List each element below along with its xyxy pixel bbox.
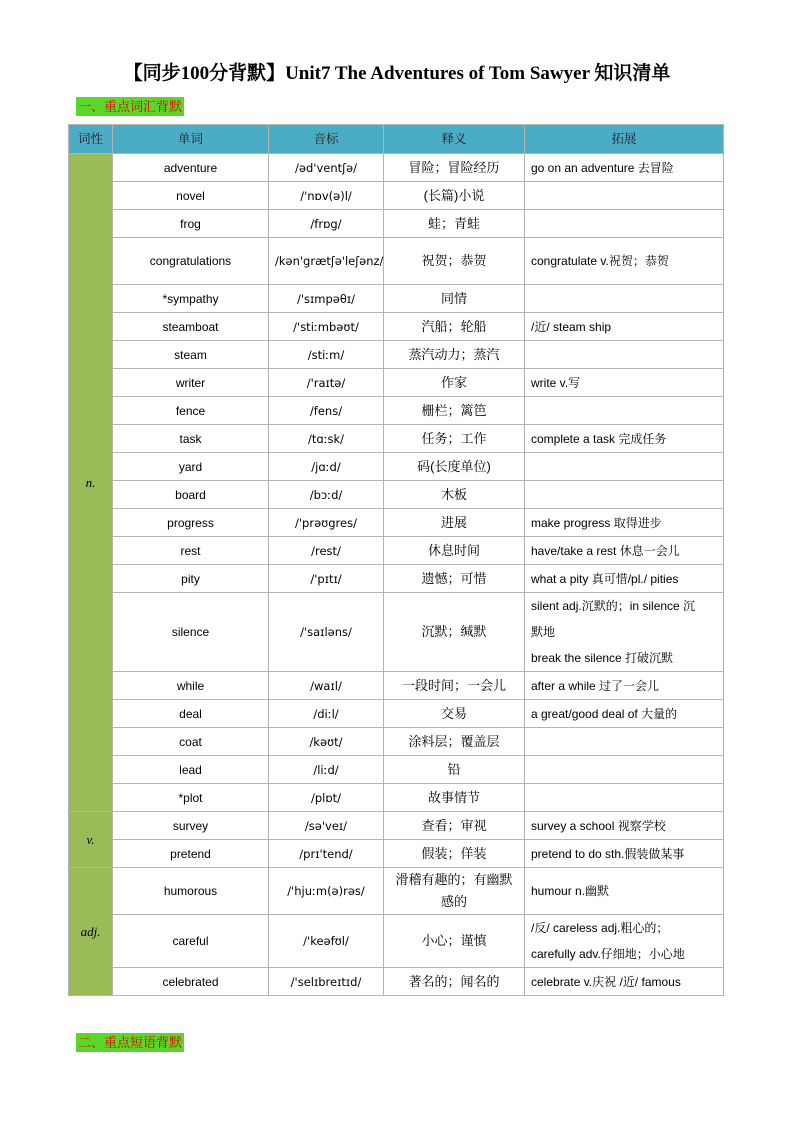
ipa-cell: /'keəfʊl/ [269,915,384,968]
word-cell: steamboat [113,313,269,341]
word-cell: fence [113,397,269,425]
extension-line: what a pity 真可惜/pl./ pities [531,571,679,586]
table-row [69,756,724,784]
table-row [69,182,724,210]
extension-cell [525,756,724,784]
ipa-cell: /kəʊt/ [269,728,384,756]
extension-line: a great/good deal of 大量的 [531,706,678,721]
extension-cell [525,700,724,728]
meaning-cell: 进展 [384,509,525,537]
extension-line: carefully adv.仔细地；小心地 [531,947,685,961]
word-cell: progress [113,509,269,537]
meaning-cell: 蛙；青蛙 [384,210,525,238]
meaning-cell: 汽船；轮船 [384,313,525,341]
word-cell: careful [113,915,269,968]
ipa-cell: /'saɪləns/ [269,593,384,672]
table-row [69,868,724,915]
ipa-cell: /'hjuːm(ə)rəs/ [269,868,384,915]
ipa-cell: /fens/ [269,397,384,425]
meaning-cell: 沉默；缄默 [384,593,525,672]
extension-line: after a while 过了一会儿 [531,678,660,693]
word-cell: pretend [113,840,269,868]
extension-cell [525,784,724,812]
word-cell: novel [113,182,269,210]
word-cell: coat [113,728,269,756]
ipa-cell: /tɑːsk/ [269,425,384,453]
extension-line: /反/ careless adj.粗心的； [531,921,669,935]
extension-cell [525,672,724,700]
extension-cell [525,425,724,453]
extension-cell [525,509,724,537]
extension-cell [525,728,724,756]
section-heading-phrases: 二、重点短语背默 [78,1035,183,1050]
meaning-cell: 涂料层；覆盖层 [384,728,525,756]
header-extension: 拓展 [525,125,724,154]
pos-cell: n. [69,154,113,812]
table-row [69,397,724,425]
extension-cell [525,481,724,509]
meaning-cell: 冒险；冒险经历 [384,154,525,182]
table-body [69,154,724,996]
table-row [69,840,724,868]
table-row [69,453,724,481]
ipa-cell: /'raɪtə/ [269,369,384,397]
ipa-cell: /'nɒv(ə)l/ [269,182,384,210]
extension-cell [525,210,724,238]
word-cell: silence [113,593,269,672]
word-cell: humorous [113,868,269,915]
meaning-cell: 假装；佯装 [384,840,525,868]
table-row [69,369,724,397]
table-row [69,812,724,840]
word-cell: congratulations [113,238,269,285]
word-cell: writer [113,369,269,397]
vocabulary-table [68,124,724,996]
ipa-cell: /waɪl/ [269,672,384,700]
table-row [69,672,724,700]
extension-cell [525,182,724,210]
word-cell: deal [113,700,269,728]
table-row [69,481,724,509]
ipa-cell: /'selɪbreɪtɪd/ [269,968,384,996]
meaning-cell: 祝贺；恭贺 [384,238,525,285]
table-row [69,968,724,996]
ipa-cell: /diːl/ [269,700,384,728]
ipa-cell: /frɒg/ [269,210,384,238]
extension-line: silent adj.沉默的；in silence 沉 [531,599,696,613]
meaning-cell: 作家 [384,369,525,397]
header-meaning: 释义 [384,125,525,154]
extension-line: make progress 取得进步 [531,515,662,530]
extension-cell [525,565,724,593]
word-cell: while [113,672,269,700]
meaning-cell: 木板 [384,481,525,509]
table-row [69,784,724,812]
extension-cell [525,915,724,968]
meaning-cell: 一段时间；一会儿 [384,672,525,700]
meaning-cell: 滑稽有趣的；有幽默感的 [384,868,525,915]
table-row [69,728,724,756]
word-cell: celebrated [113,968,269,996]
document-title: 【同步100分背默】Unit7 The Adventures of Tom Sawyer 知识清单 [123,63,671,84]
meaning-cell: 码(长度单位) [384,453,525,481]
table-row [69,700,724,728]
ipa-cell: /rest/ [269,537,384,565]
ipa-cell: /liːd/ [269,756,384,784]
ipa-cell: /əd'ventʃə/ [269,154,384,182]
meaning-cell: 休息时间 [384,537,525,565]
header-pos: 词性 [69,125,113,154]
table-row [69,210,724,238]
extension-cell [525,593,724,672]
meaning-cell: 任务；工作 [384,425,525,453]
ipa-cell: /'prəʊgres/ [269,509,384,537]
extension-line: 默地 [531,625,556,639]
table-row [69,154,724,182]
ipa-cell: /'sɪmpəθɪ/ [269,285,384,313]
meaning-cell: 同情 [384,285,525,313]
meaning-cell: 著名的；闻名的 [384,968,525,996]
extension-cell [525,341,724,369]
meaning-cell: 交易 [384,700,525,728]
extension-cell [525,537,724,565]
header-ipa: 音标 [269,125,384,154]
ipa-cell: /bɔːd/ [269,481,384,509]
meaning-cell: 遗憾；可惜 [384,565,525,593]
extension-cell [525,313,724,341]
ipa-cell: /jɑːd/ [269,453,384,481]
table-row [69,537,724,565]
meaning-cell: 查看；审视 [384,812,525,840]
word-cell: *sympathy [113,285,269,313]
extension-line: celebrate v.庆祝 /近/ famous [531,974,681,989]
table-row [69,425,724,453]
extension-line: humour n.幽默 [531,884,610,898]
ipa-cell: /'pɪtɪ/ [269,565,384,593]
table-row [69,285,724,313]
meaning-cell: 蒸汽动力；蒸汽 [384,341,525,369]
extension-line: have/take a rest 休息一会儿 [531,543,680,558]
extension-cell [525,397,724,425]
word-cell: adventure [113,154,269,182]
extension-line: /近/ steam ship [531,319,612,334]
word-cell: rest [113,537,269,565]
extension-cell [525,369,724,397]
extension-line: write v.写 [531,375,581,390]
word-cell: survey [113,812,269,840]
meaning-cell: 铅 [384,756,525,784]
meaning-cell: 故事情节 [384,784,525,812]
word-cell: task [113,425,269,453]
word-cell: yard [113,453,269,481]
header-word: 单词 [113,125,269,154]
word-cell: frog [113,210,269,238]
word-cell: pity [113,565,269,593]
ipa-cell: /kən'grætʃə'leʃənz/ [269,238,384,285]
ipa-cell: /sə'veɪ/ [269,812,384,840]
section-heading-vocabulary: 一、重点词汇背默 [78,99,183,114]
word-cell: lead [113,756,269,784]
word-cell: steam [113,341,269,369]
pos-cell: v. [69,812,113,868]
extension-cell [525,840,724,868]
extension-line: go on an adventure 去冒险 [531,160,674,175]
ipa-cell: /stiːm/ [269,341,384,369]
extension-line: congratulate v.祝贺；恭贺 [531,254,669,268]
extension-cell [525,453,724,481]
extension-line: pretend to do sth.假装做某事 [531,846,685,861]
meaning-cell: (长篇)小说 [384,182,525,210]
extension-cell [525,812,724,840]
extension-cell [525,968,724,996]
table-row [69,238,724,285]
extension-cell [525,868,724,915]
extension-cell [525,238,724,285]
table-row [69,341,724,369]
word-cell: *plot [113,784,269,812]
meaning-cell: 小心；谨慎 [384,915,525,968]
table-row [69,593,724,672]
table-header-row [69,125,724,154]
extension-cell [525,285,724,313]
table-row [69,509,724,537]
ipa-cell: /'stiːmbəʊt/ [269,313,384,341]
word-cell: board [113,481,269,509]
table-row [69,565,724,593]
pos-cell: adj. [69,868,113,996]
extension-cell [525,154,724,182]
extension-line: break the silence 打破沉默 [531,651,674,665]
extension-line: complete a task 完成任务 [531,431,667,446]
table-row [69,915,724,968]
meaning-cell: 栅栏；篱笆 [384,397,525,425]
ipa-cell: /plɒt/ [269,784,384,812]
extension-line: survey a school 视察学校 [531,818,666,833]
ipa-cell: /prɪ'tend/ [269,840,384,868]
table-row [69,313,724,341]
